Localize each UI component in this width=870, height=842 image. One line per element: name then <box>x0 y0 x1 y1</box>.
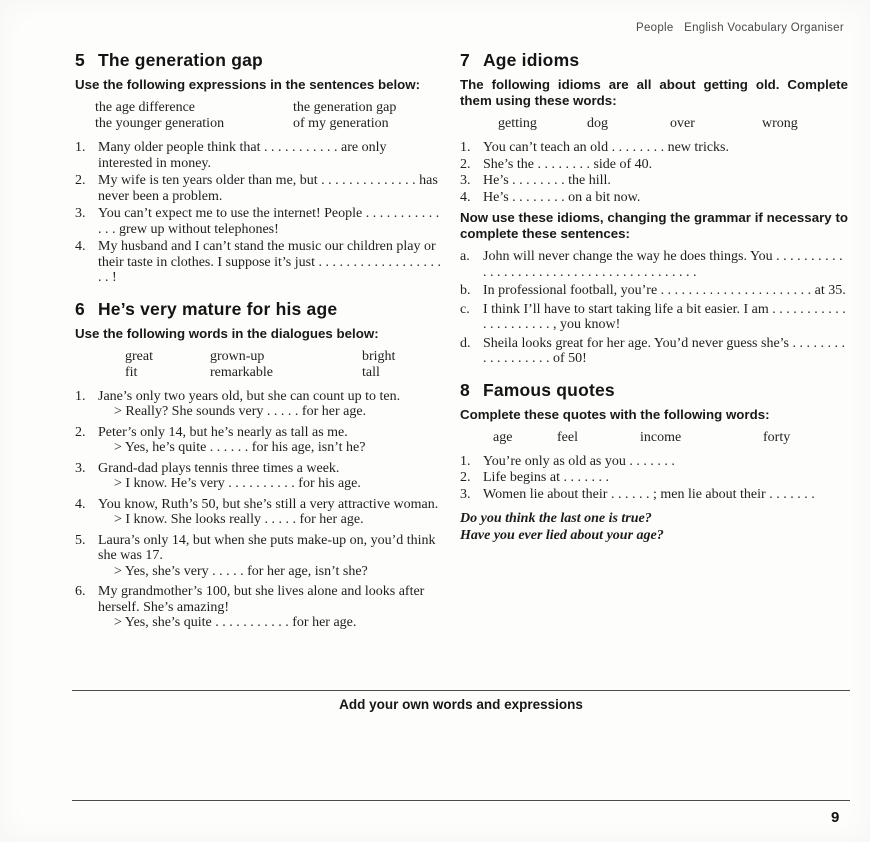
section-5-heading <box>75 50 441 71</box>
item-text: He’s . . . . . . . . on a bit now. <box>483 189 641 205</box>
exercise-item <box>460 283 848 299</box>
word-bank <box>460 430 848 446</box>
right-column <box>460 50 848 544</box>
item-text: Laura’s only 14, but when she puts make-up on, you’d think she was 17. <box>98 532 436 563</box>
word-bank-word: forty <box>763 429 791 445</box>
word-bank-word: of my generation <box>293 116 389 131</box>
exercise-items <box>75 389 441 631</box>
item-text: Women lie about their . . . . . . ; men lie about their . . . . . . . <box>483 486 815 502</box>
footer-divider-bottom <box>72 800 850 801</box>
word-bank <box>460 116 848 132</box>
word-bank-word: grown-up <box>210 348 265 364</box>
exercise-items <box>460 140 848 205</box>
item-number: 5. <box>75 532 86 548</box>
item-letter: b. <box>460 283 471 298</box>
exercise-instruction: The following idioms are all about getting old. Complete them using these words: <box>460 77 848 108</box>
word-bank-word: great <box>125 348 153 364</box>
discussion-question: Have you ever lied about your age? <box>460 527 664 543</box>
word-bank-word: dog <box>587 116 608 131</box>
word-bank-word: fit <box>125 364 138 380</box>
item-text: Life begins at . . . . . . . <box>483 470 609 485</box>
page-number: 9 <box>831 809 840 826</box>
word-bank-word: the age difference <box>95 100 196 115</box>
exercise-item <box>460 336 848 367</box>
item-number: 4. <box>75 239 86 254</box>
word-bank-word: the younger generation <box>95 116 225 131</box>
dialogue-response: > Really? She sounds very . . . . . for her age. <box>114 404 367 419</box>
exercise-instruction: Use the following words in the dialogues below: <box>75 325 379 341</box>
dialogue-response: > I know. She looks really . . . . . for her age. <box>114 512 364 527</box>
item-number: 1. <box>460 140 471 155</box>
dialogue-response: > I know. He’s very . . . . . . . . . . for his age. <box>114 476 361 491</box>
item-text: I think I’ll have to start taking life a bit easier. I am . . . . . . . . . . . . . . . . . . . . . , you know! <box>483 301 846 332</box>
exercise-item <box>75 425 441 456</box>
dialogue-response: > Yes, he’s quite . . . . . . for his age, isn’t he? <box>114 440 366 455</box>
exercise-item <box>75 173 441 204</box>
section-8-heading <box>460 380 848 401</box>
word-bank-word: feel <box>557 429 578 445</box>
exercise-item <box>75 497 441 528</box>
word-bank-word: wrong <box>762 116 798 131</box>
follow-up-instruction: Now use these idioms, changing the grammar if necessary to complete these sentences: <box>460 210 848 241</box>
item-text: Grand-dad plays tennis three times a week. <box>98 460 340 476</box>
item-number: 3. <box>460 173 471 188</box>
item-text: John will never change the way he does things. You . . . . . . . . . . . . . . . . . . . . . . . . . . . . . . . . . . . . . . . . . <box>483 249 843 280</box>
word-bank-word: remarkable <box>210 364 273 380</box>
item-text: My husband and I can’t stand the music our children play or their taste in clothes. I suppose it’s just . . . . . . . . . . . . . . . . . . . . ! <box>98 239 441 285</box>
section-8-famous-quotes <box>460 380 848 545</box>
word-bank-word: getting <box>498 116 537 131</box>
item-text: You’re only as old as you . . . . . . . <box>483 453 675 469</box>
item-number: 3. <box>460 486 471 502</box>
item-number: 3. <box>75 460 86 476</box>
footer-divider-top <box>72 690 850 691</box>
dialogue-response: > Yes, she’s quite . . . . . . . . . . . for her age. <box>114 615 357 630</box>
item-number: 2. <box>460 470 471 485</box>
exercise-item <box>75 389 441 420</box>
exercise-item <box>460 140 848 156</box>
footer-note: Add your own words and expressions <box>339 697 583 712</box>
word-bank-word: the generation gap <box>293 100 397 115</box>
word-bank-word: income <box>640 429 682 445</box>
item-number: 1. <box>460 453 471 469</box>
exercise-item <box>460 470 848 486</box>
exercise-item <box>460 157 848 173</box>
item-text: Sheila looks great for her age. You’d never guess she’s . . . . . . . . . . . . . . . . . . of 50! <box>483 335 845 366</box>
word-bank-word: tall <box>362 364 380 380</box>
discussion-questions <box>460 511 848 544</box>
section-6-heading <box>75 299 441 320</box>
item-number: 1. <box>75 140 86 155</box>
item-number: 3. <box>75 206 86 221</box>
running-header: People English Vocabulary Organiser <box>636 22 844 34</box>
section-title-text: Age idioms <box>482 50 580 70</box>
exercise-items <box>460 454 848 503</box>
item-text: You can’t teach an old . . . . . . . . new tricks. <box>483 140 729 155</box>
section-7-age-idioms <box>460 50 848 367</box>
item-number: 4. <box>460 189 471 205</box>
exercise-item <box>75 461 441 492</box>
exercise-item <box>460 173 848 189</box>
item-number: 1. <box>75 388 86 404</box>
item-number: 6. <box>75 584 86 599</box>
item-text: My grandmother’s 100, but she lives alone and looks after herself. She’s amazing! <box>98 584 425 615</box>
exercise-items-lettered <box>460 249 848 367</box>
item-number: 2. <box>460 156 471 172</box>
exercise-item <box>460 454 848 470</box>
section-number: 7 <box>460 50 470 70</box>
section-title-text: He’s very mature for his age <box>97 298 338 319</box>
item-letter: d. <box>460 335 471 351</box>
exercise-item <box>460 190 848 206</box>
item-text: My wife is ten years older than me, but . . . . . . . . . . . . . . has never been a problem. <box>98 173 438 204</box>
exercise-instruction: Use the following expressions in the sentences below: <box>75 77 421 92</box>
exercise-instruction: Complete these quotes with the following words: <box>460 406 770 422</box>
left-column <box>75 50 441 636</box>
item-letter: c. <box>460 301 470 317</box>
exercise-item <box>460 487 848 503</box>
section-7-heading <box>460 50 848 71</box>
word-bank-word: over <box>670 116 695 131</box>
item-number: 2. <box>75 424 86 440</box>
exercise-item <box>460 302 848 333</box>
item-text: He’s . . . . . . . . the hill. <box>483 173 611 188</box>
item-text: Peter’s only 14, but he’s nearly as tall as me. <box>98 424 348 440</box>
exercise-item <box>75 239 441 286</box>
word-bank <box>75 349 441 381</box>
item-text: She’s the . . . . . . . . side of 40. <box>483 156 653 172</box>
word-bank <box>75 100 441 132</box>
section-number: 5 <box>75 50 85 70</box>
word-bank-word: age <box>493 429 513 445</box>
section-number: 8 <box>460 379 470 400</box>
exercise-items <box>75 140 441 286</box>
item-number: 2. <box>75 173 86 188</box>
exercise-item <box>75 584 441 631</box>
exercise-item <box>75 533 441 580</box>
item-text: Jane’s only two years old, but she can count up to ten. <box>98 388 401 404</box>
dialogue-response: > Yes, she’s very . . . . . for her age, isn’t she? <box>114 563 368 579</box>
item-letter: a. <box>460 249 470 264</box>
section-title-text: Famous quotes <box>482 379 615 400</box>
exercise-item <box>75 140 441 171</box>
word-bank-word: bright <box>362 348 396 364</box>
item-text: You can’t expect me to use the internet! People . . . . . . . . . . . . . . grew up without telephones! <box>98 206 440 237</box>
item-text: In professional football, you’re . . . . . . . . . . . . . . . . . . . . . . at 35. <box>483 283 846 298</box>
item-text: Many older people think that . . . . . . . . . . . are only interested in money. <box>98 140 387 171</box>
item-text: You know, Ruth’s 50, but she’s still a very attractive woman. <box>98 496 439 512</box>
discussion-question: Do you think the last one is true? <box>460 511 652 526</box>
exercise-item <box>75 206 441 237</box>
section-number: 6 <box>75 298 85 319</box>
section-6-mature-for-age <box>75 299 441 631</box>
section-title-text: The generation gap <box>97 50 263 70</box>
item-number: 4. <box>75 496 86 512</box>
exercise-item <box>460 249 848 280</box>
section-5-generation-gap <box>75 50 441 286</box>
